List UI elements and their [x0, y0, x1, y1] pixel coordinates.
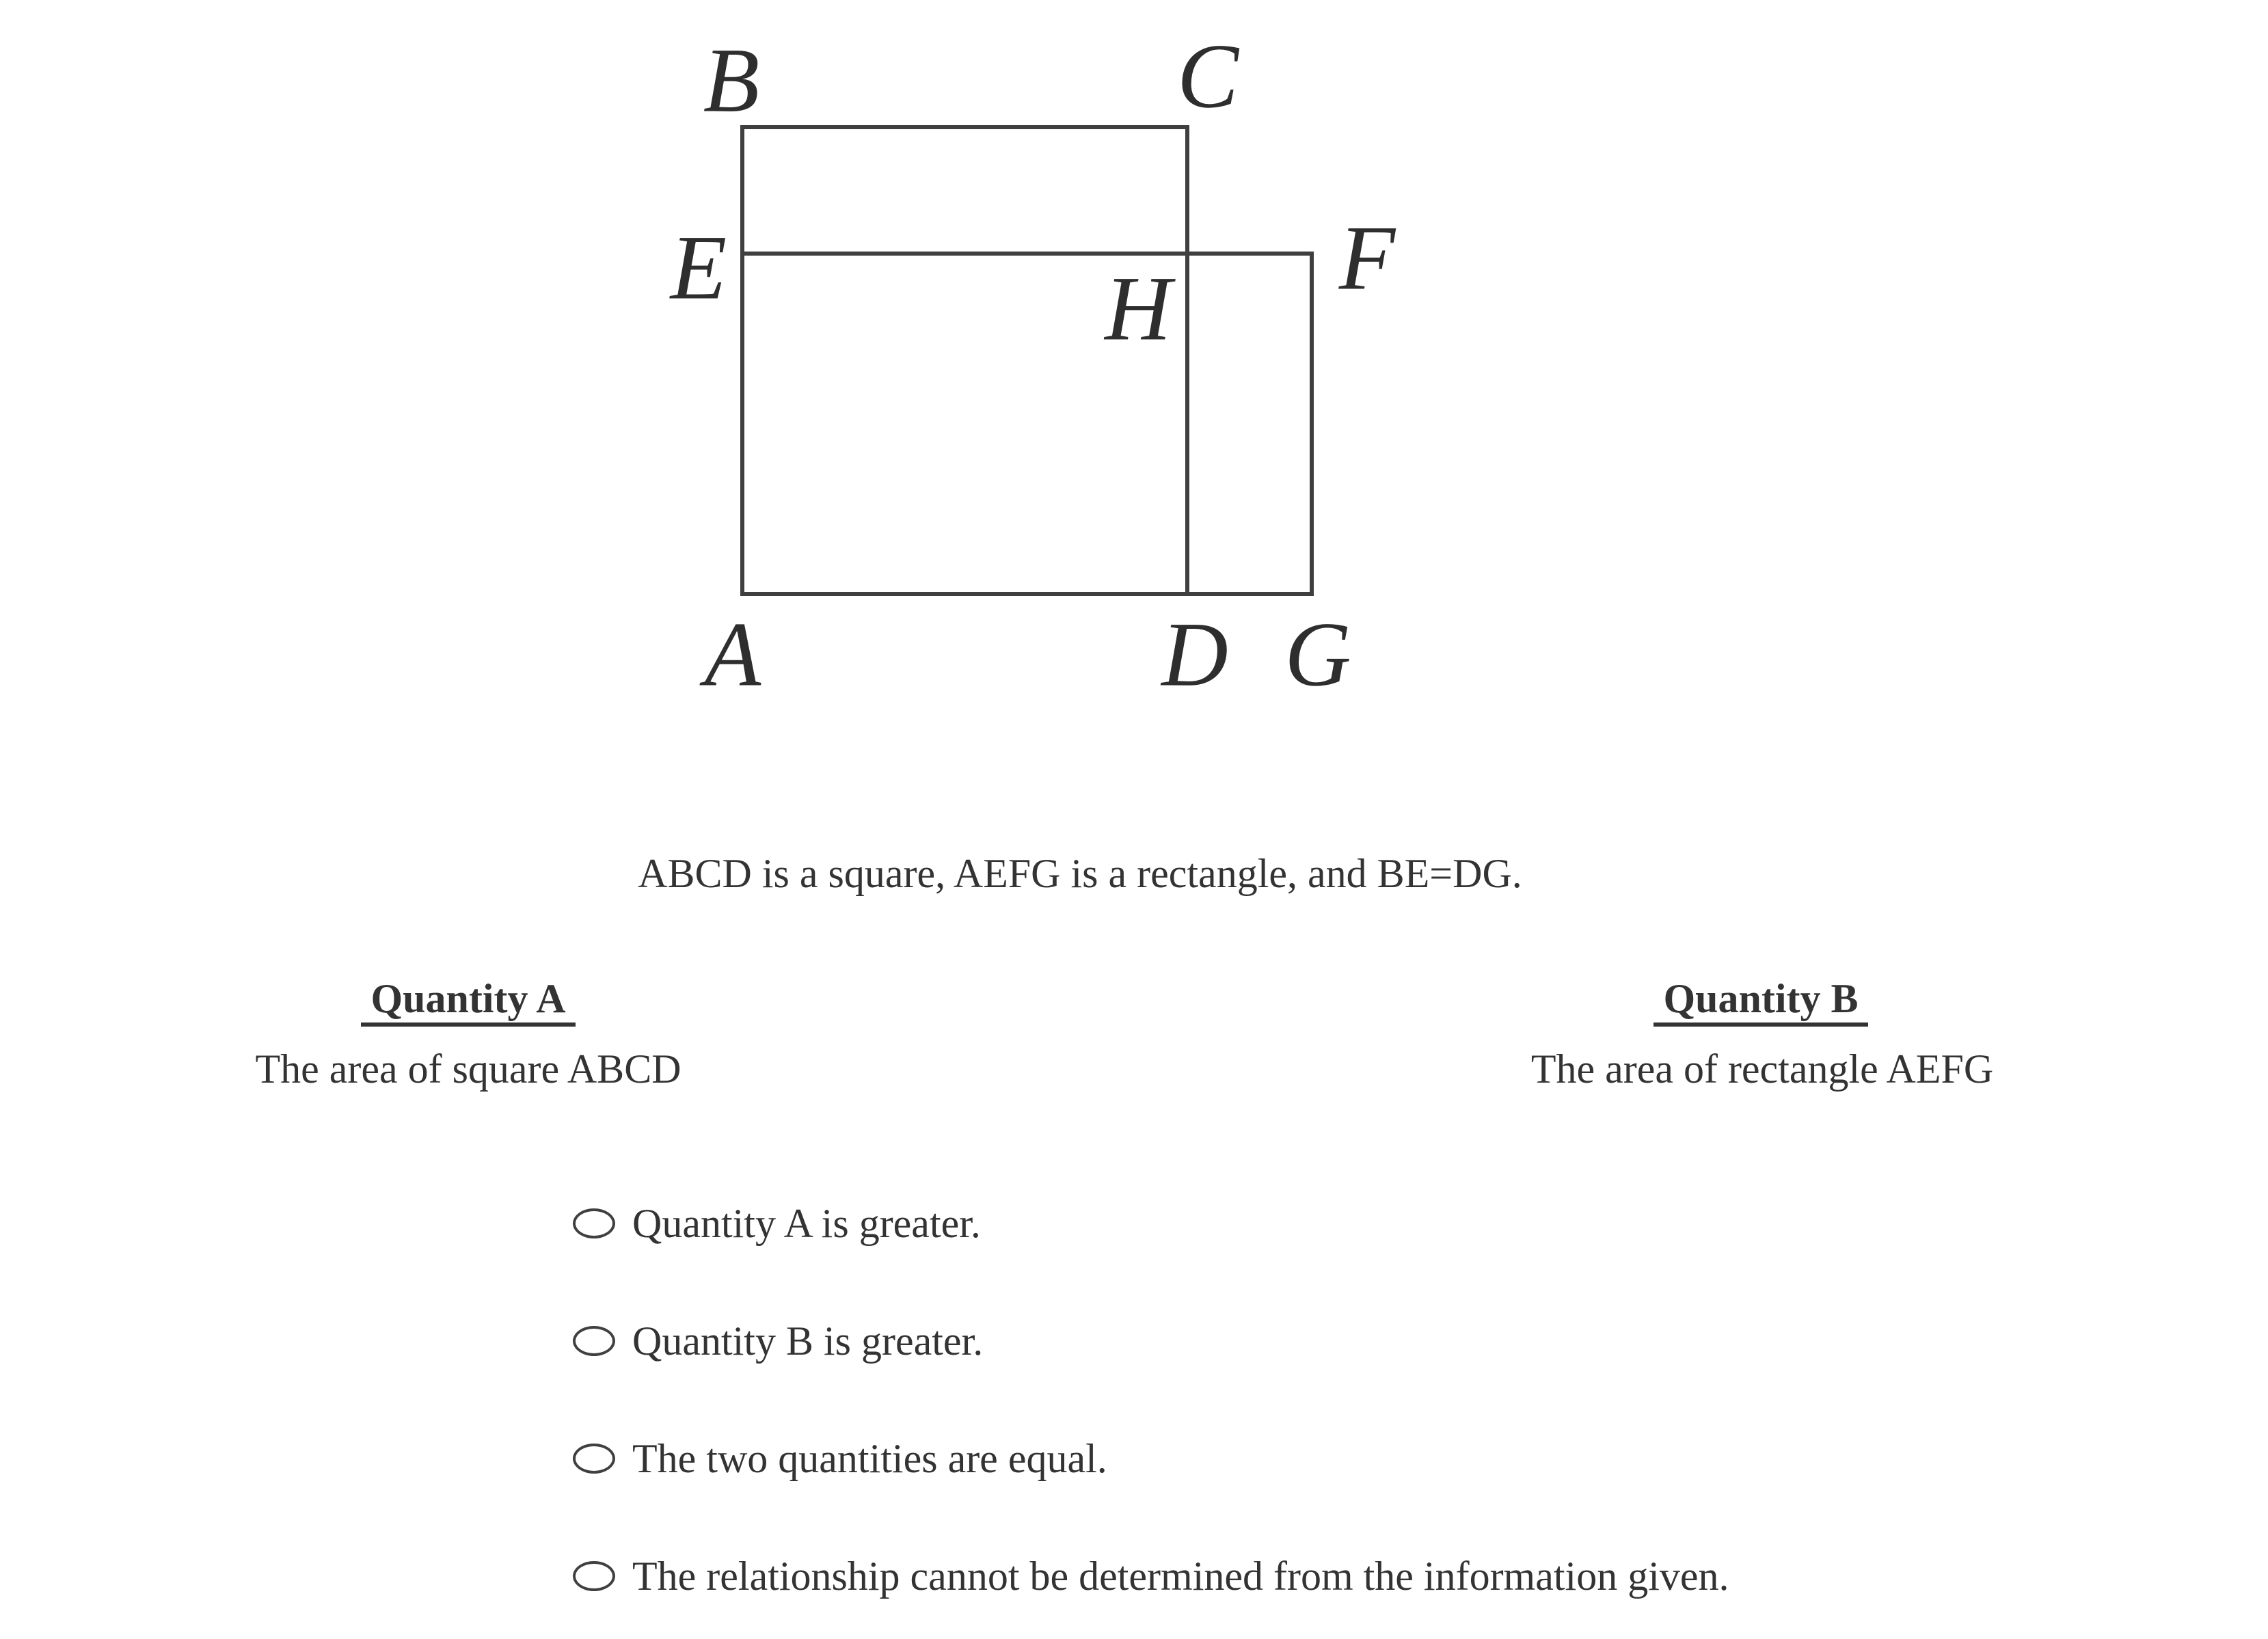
option-row-quantity-b-greater[interactable] [573, 1307, 983, 1375]
vertex-label-f: F [1338, 207, 1396, 310]
vertex-label-h: H [1105, 258, 1172, 360]
radio-quantities-equal[interactable] [573, 1444, 615, 1474]
quantity-b-description: The area of rectangle AEFG [1530, 1046, 1994, 1092]
quantity-b-header [1556, 976, 1966, 1027]
vertex-label-g: G [1284, 604, 1351, 706]
option-label[interactable]: The relationship cannot be determined from the information given. [632, 1554, 1729, 1599]
given-statement: ABCD is a square, AEFG is a rectangle, and BE=DG. [638, 851, 1522, 896]
option-row-quantities-equal[interactable] [573, 1424, 1107, 1493]
option-label[interactable]: The two quantities are equal. [632, 1436, 1107, 1481]
quantity-a-header [263, 976, 673, 1027]
option-row-quantity-a-greater[interactable] [573, 1189, 981, 1258]
option-label[interactable]: Quantity A is greater. [632, 1201, 981, 1246]
quantity-a-header-text: Quantity A [361, 976, 575, 1027]
option-label[interactable]: Quantity B is greater. [632, 1318, 984, 1364]
vertex-label-c: C [1176, 25, 1239, 128]
option-row-cannot-be-determined[interactable] [573, 1542, 1729, 1610]
vertex-label-a: A [704, 604, 761, 706]
quantity-b-header-text: Quantity B [1653, 976, 1867, 1027]
quantity-a-description: The area of square ABCD [255, 1046, 681, 1092]
radio-quantity-a-greater[interactable] [573, 1208, 615, 1238]
radio-quantity-b-greater[interactable] [573, 1326, 615, 1356]
rectangle-aefg-outline [740, 252, 1314, 596]
vertex-label-e: E [670, 217, 727, 319]
vertex-label-b: B [703, 29, 760, 132]
radio-cannot-be-determined[interactable] [573, 1561, 615, 1591]
vertex-label-d: D [1161, 604, 1228, 706]
